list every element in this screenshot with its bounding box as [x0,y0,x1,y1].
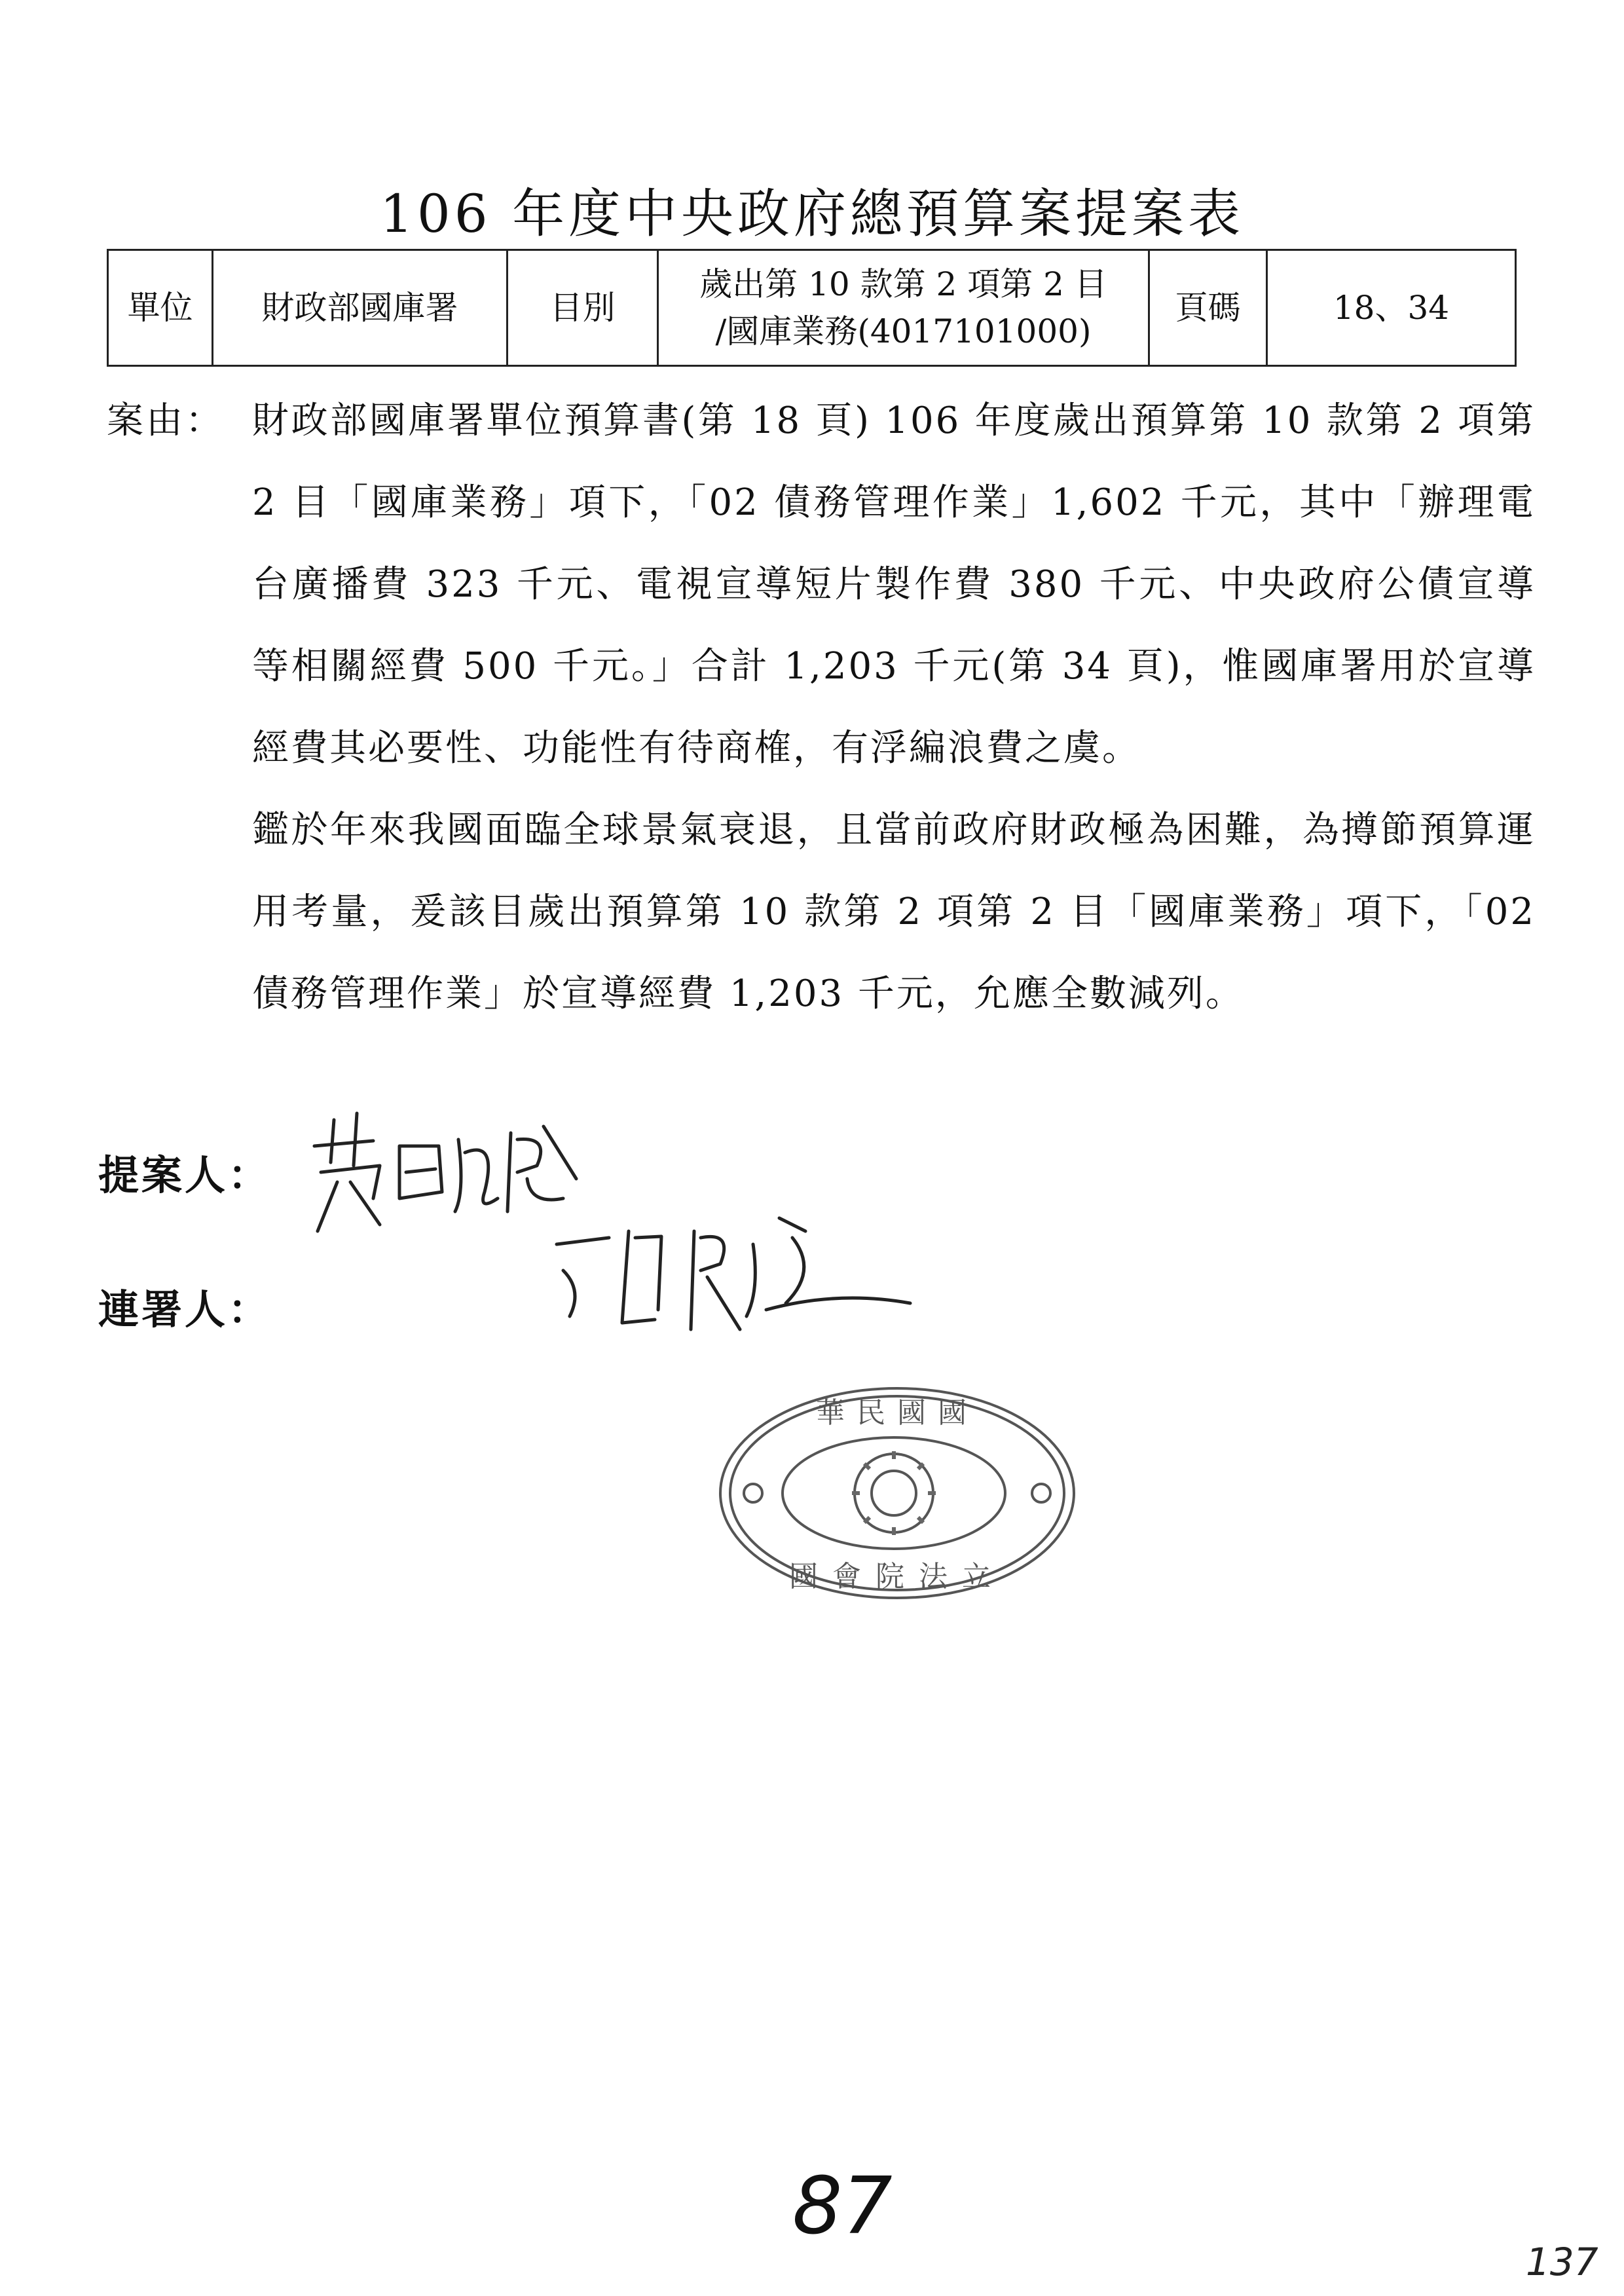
cosigner-label: 連署人： [98,1286,272,1333]
info-table [107,249,1517,367]
cosigner-signature [544,1192,936,1362]
item-value-line2: /國庫業務(4017101000) [715,312,1092,350]
reason-paragraph-2: 鑑於年來我國面臨全球景氣衰退，且當前政府財政極為困難，為撙節預算運用考量，爰該目歲出預算第 10 款第 2 項第 2 目「國庫業務」項下，「02 債務管理作業」於宣導經費 1,203 千元，允應全數減列。 [252,809,1536,1015]
legislative-yuan-seal [714,1382,1080,1604]
corner-number: 137 [1526,2240,1598,2284]
svg-text:國會院法立: 國會院法立 [789,1560,1005,1593]
unit-value: 財政部國庫署 [213,250,507,366]
page-title: 106 年度中央政府總預算案提案表 [379,183,1245,244]
page-label: 頁碼 [1149,250,1267,366]
reason-paragraph-1: 財政部國庫署單位預算書(第 18 頁) 106 年度歲出預算第 10 款第 2 項第 2 目「國庫業務」項下，「02 債務管理作業」1,602 千元，其中「辦理電台廣播費 323 千元、電視宣導短片製作費 380 千元、中央政府公債宣導等相關經費 500 千元。」合計 1,203 千元(第 34 頁)，惟國庫署用於宣導經費其必要性、功能性有待商榷，有浮編浪費之虞。 [252,399,1536,769]
unit-label: 單位 [108,250,213,366]
page-value: 18、34 [1267,250,1516,366]
page-number: 87 [792,2161,893,2252]
proposer-label: 提案人： [98,1151,272,1199]
reason-body [252,380,1536,1035]
item-label: 目別 [507,250,658,366]
svg-text:華民國國: 華民國國 [816,1396,978,1430]
item-value [658,250,1149,366]
reason-label: 案由： [107,399,225,442]
item-value-line1: 歲出第 10 款第 2 項第 2 目 [699,265,1107,303]
